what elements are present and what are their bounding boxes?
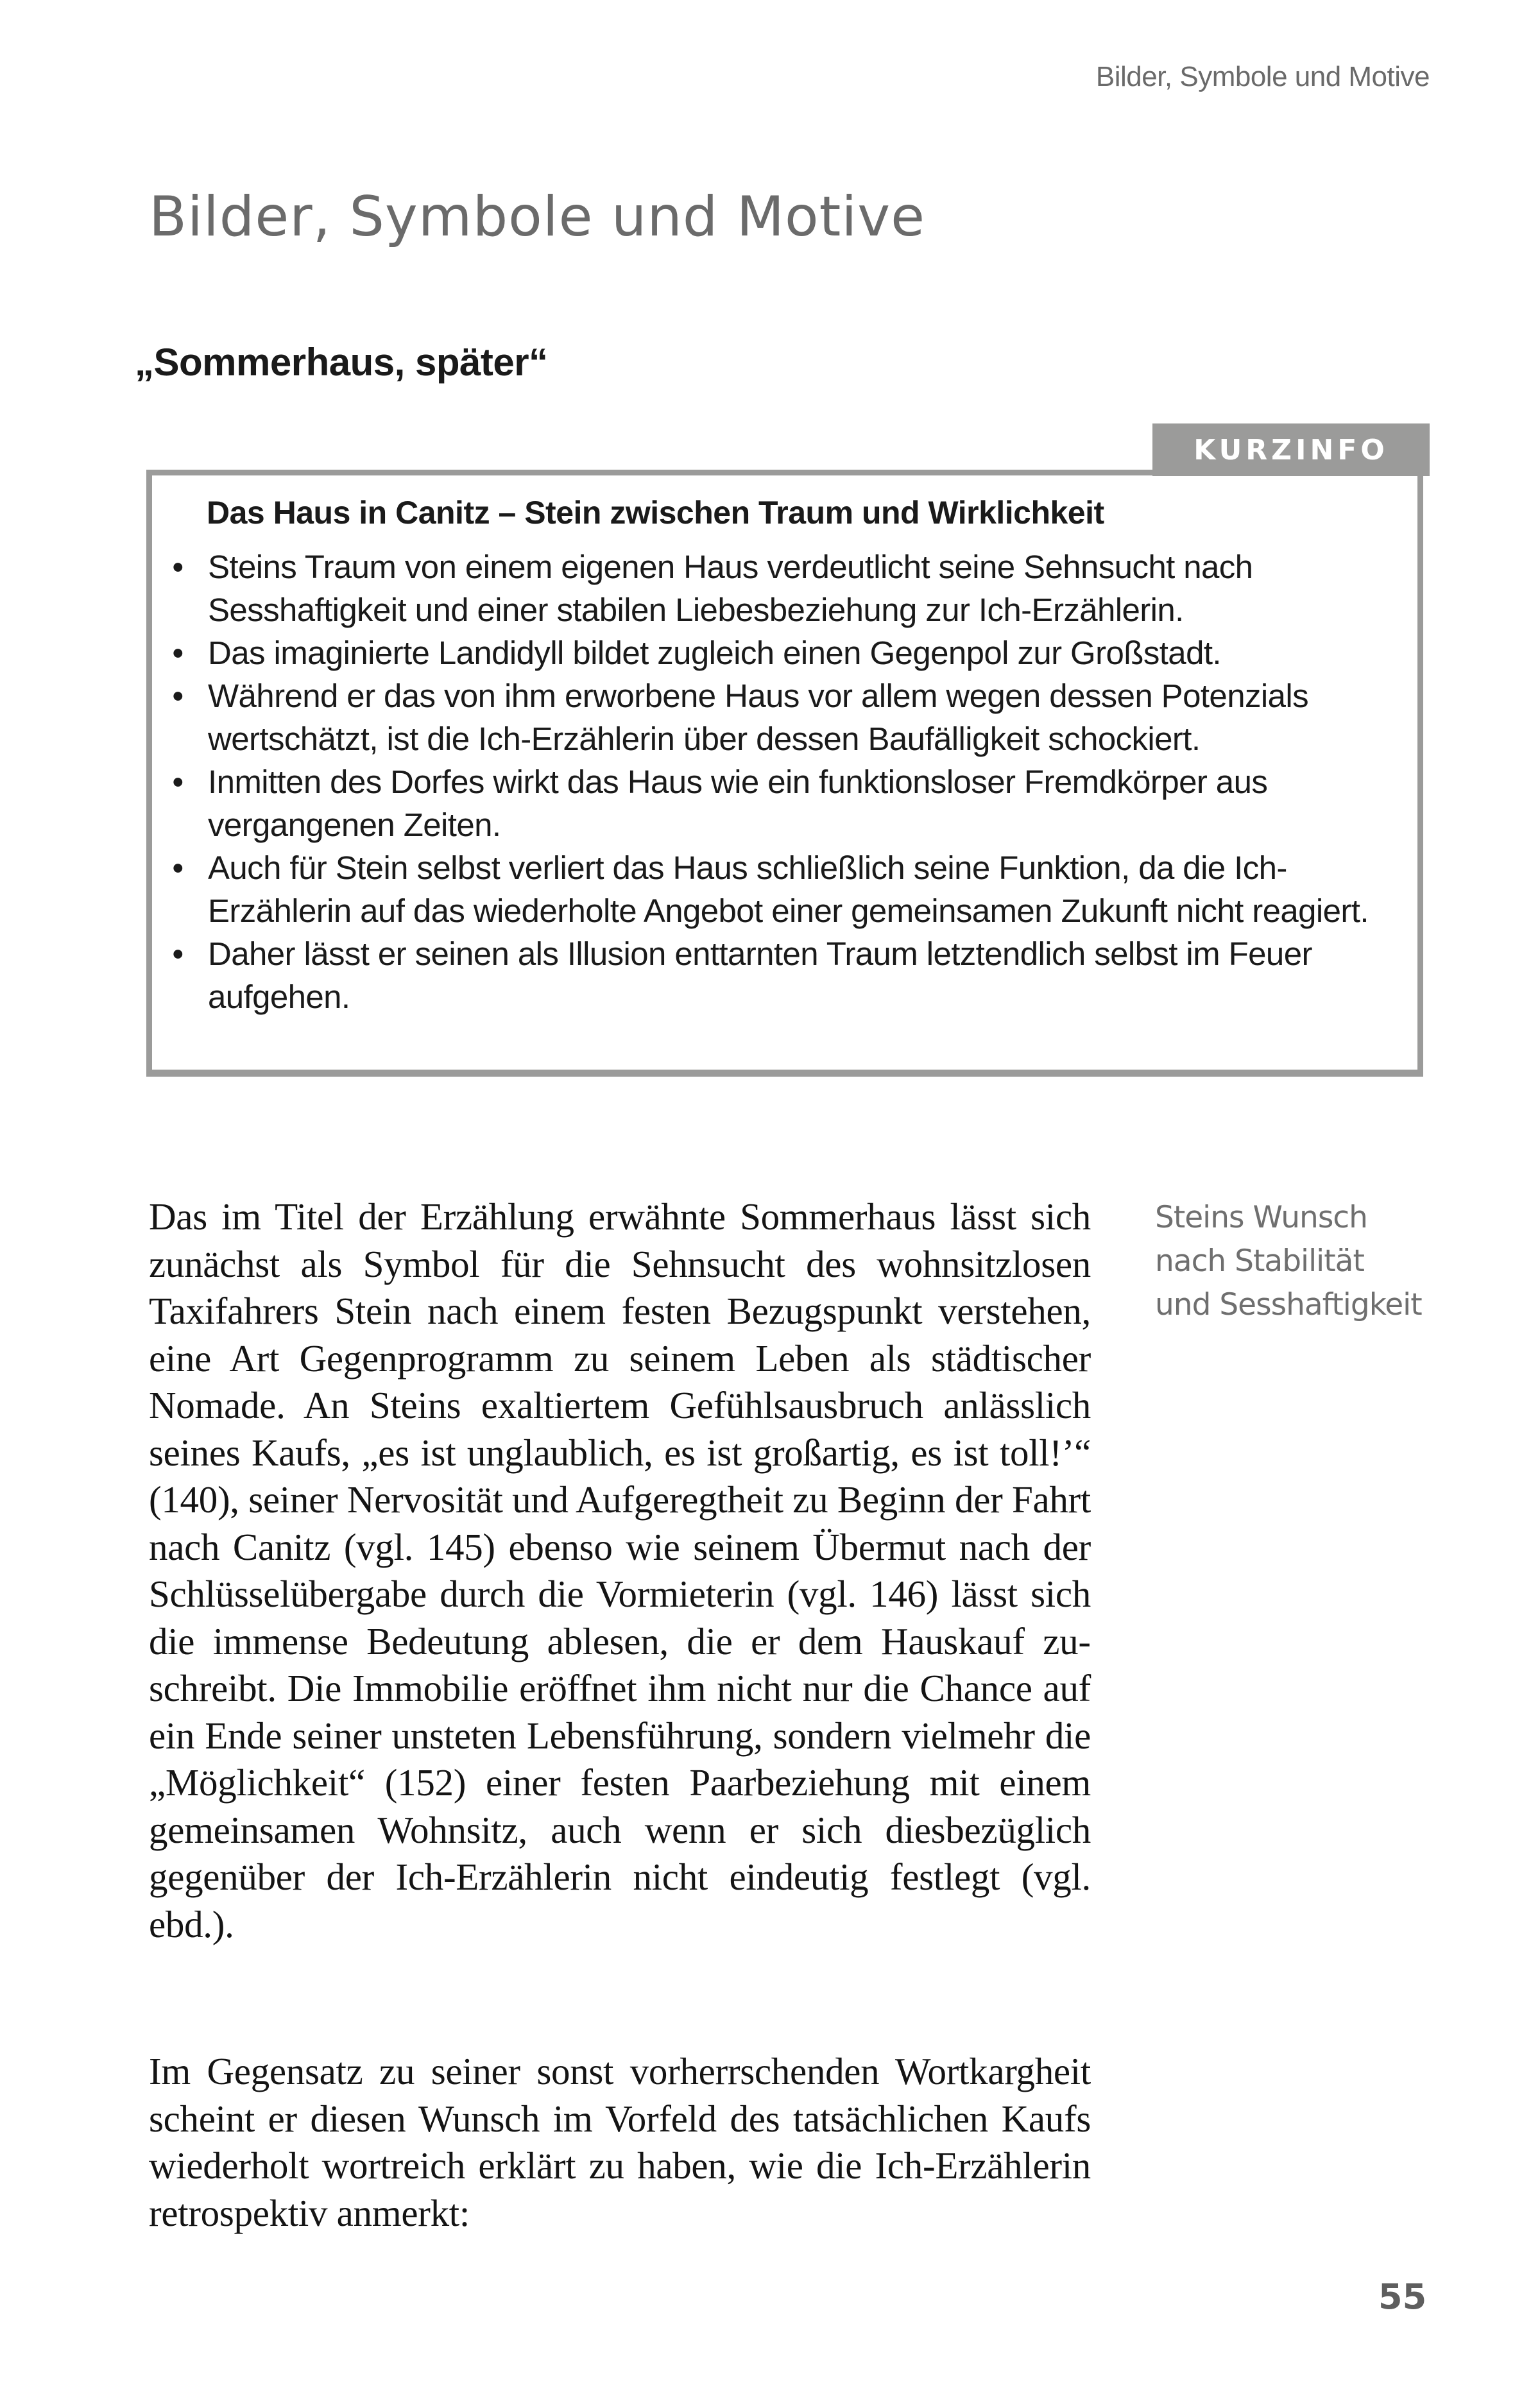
kurzinfo-item <box>168 932 1387 1018</box>
kurzinfo-item-text: Das imaginierte Landidyll bildet zugleich einen Gegenpol zur Großstadt. <box>208 635 1221 671</box>
kurzinfo-item <box>168 545 1387 631</box>
kurzinfo-item-text: Daher lässt er seinen als Illusion enttarnten Traum letztendlich selbst im Feuer aufgehen. <box>208 936 1312 1015</box>
bullet-icon: • <box>172 764 184 800</box>
kurzinfo-item-text: Auch für Stein selbst verliert das Haus schließlich seine Funktion, da die Ich-Erzählerin auf das wiederholte Angebot einer gemeinsamen Zukunft nicht reagiert. <box>208 850 1369 929</box>
bullet-icon: • <box>172 678 184 714</box>
chapter-title: Bilder, Symbole und Motive <box>149 185 926 249</box>
kurzinfo-item <box>168 760 1387 846</box>
bullet-icon: • <box>172 936 184 972</box>
kurzinfo-item <box>168 674 1387 760</box>
kurzinfo-item <box>168 846 1387 932</box>
bullet-icon: • <box>172 635 184 671</box>
kurzinfo-heading: Das Haus in Canitz – Stein zwischen Traum und Wirklichkeit <box>207 495 1104 531</box>
kurzinfo-item-text: Steins Traum von einem eigenen Haus verdeutlicht seine Sehnsucht nach Sesshaftigkeit und einer stabilen Liebesbeziehung zur Ich-Erzählerin. <box>208 549 1253 628</box>
body-paragraph: Das im Titel der Erzählung erwähnte Sommerhaus lässt sich zunächst als Symbol für die Sehnsucht des wohnsitzlosen Taxifahrers Stein nach einem festen Bezugspunkt verstehen, eine Art Gegenprogramm zu seinem Leben als städtischer Nomade. An Steins exaltiertem Gefühlsausbruch anlässlich seines Kaufs, „es ist unglaublich, es ist großartig, es ist toll!’“ (140), seiner Nervosität und Aufgeregtheit zu Beginn der Fahrt nach Canitz (vgl. 145) ebenso wie seinem Übermut nach der Schlüsselübergabe durch die Vormieterin (vgl. 146) lässt sich die immense Bedeutung ablesen, die er dem Hauskauf zuschreibt. Die Immobilie eröffnet ihm nicht nur die Chance auf ein Ende seiner unsteten Lebensführung, sondern vielmehr die „Möglichkeit“ (152) einer festen Paarbeziehung mit einem gemeinsamen Wohnsitz, auch wenn er sich diesbezüglich gegenüber der Ich-Erzählerin nicht eindeutig festlegt (vgl. ebd.). <box>149 1195 1091 1945</box>
bullet-icon: • <box>172 850 184 886</box>
kurzinfo-list <box>168 545 1387 1018</box>
page-number: 55 <box>1378 2277 1427 2317</box>
kurzinfo-item-text: Während er das von ihm erworbene Haus vor allem wegen dessen Potenzials wertschätzt, ist die Ich-Erzählerin über dessen Baufälligkeit schockiert. <box>208 678 1308 757</box>
section-title: „Sommerhaus, später“ <box>135 341 548 384</box>
kurzinfo-item <box>168 631 1387 674</box>
kurzinfo-item-text: Inmitten des Dorfes wirkt das Haus wie ein funktionsloser Fremdkörper aus vergangenen Zeiten. <box>208 764 1268 843</box>
bullet-icon: • <box>172 549 184 585</box>
margin-note: Steins Wunsch nach Stabilität und Sesshaftigkeit <box>1155 1200 1422 1322</box>
body-paragraph: Im Gegensatz zu seiner sonst vorherrschenden Wortkargheit scheint er diesen Wunsch im Vorfeld des tatsächlichen Kaufs wiederholt wortreich erklärt zu haben, wie die Ich-Erzählerin retrospektiv anmerkt: <box>149 2050 1091 2234</box>
running-head: Bilder, Symbole und Motive <box>1095 61 1430 92</box>
kurzinfo-tab: KURZINFO <box>1152 423 1430 476</box>
